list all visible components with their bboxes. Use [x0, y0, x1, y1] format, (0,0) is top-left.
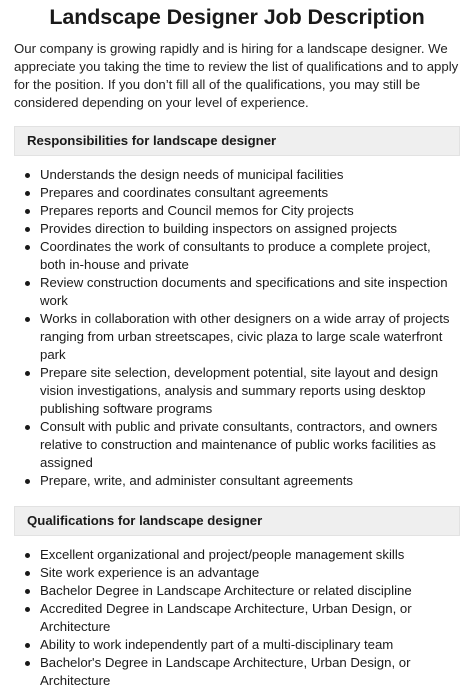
list-item-text: Prepares reports and Council memos for City projects — [40, 203, 354, 218]
list-item — [14, 418, 460, 472]
list-item — [14, 546, 460, 564]
bullet-icon — [25, 317, 30, 322]
list-item — [14, 364, 460, 418]
list-item-text: Bachelor's Degree in Landscape Architecture, Urban Design, or Architecture — [40, 655, 411, 688]
list-item-text: Accredited Degree in Landscape Architecture, Urban Design, or Architecture — [40, 601, 412, 634]
bullet-icon — [25, 571, 30, 576]
list-item-text: Consult with public and private consultants, contractors, and owners relative to construction and maintenance of public works facilities as assigned — [40, 419, 438, 470]
list-item-text: Site work experience is an advantage — [40, 565, 260, 580]
list-item-text: Review construction documents and specifications and site inspection work — [40, 275, 448, 308]
list-item-text: Bachelor Degree in Landscape Architecture or related discipline — [40, 583, 412, 598]
page-title: Landscape Designer Job Description — [49, 5, 425, 29]
intro-paragraph: Our company is growing rapidly and is hiring for a landscape designer. We appreciate you taking the time to review the list of qualifications and to apply for the position. If you don’t fill all of the qualifications, you may still be considered depending on your level of experience. — [14, 41, 459, 110]
list-item-text: Works in collaboration with other designers on a wide array of projects ranging from urban streetscapes, civic plaza to large scale waterfront park — [40, 311, 450, 362]
qualifications-heading: Qualifications for landscape designer — [14, 506, 460, 536]
list-item-text: Understands the design needs of municipal facilities — [40, 167, 344, 182]
list-item-text: Prepare site selection, development potential, site layout and design vision investigations, analysis and summary reports using desktop publishing software programs — [40, 365, 439, 416]
list-item — [14, 654, 460, 690]
bullet-icon — [25, 191, 30, 196]
bullet-icon — [25, 589, 30, 594]
bullet-icon — [25, 553, 30, 558]
list-item-text: Coordinates the work of consultants to produce a complete project, both in-house and private — [40, 239, 431, 272]
list-item — [14, 582, 460, 600]
bullet-icon — [25, 227, 30, 232]
list-item — [14, 238, 460, 274]
list-item — [14, 274, 460, 310]
list-item — [14, 600, 460, 636]
list-item — [14, 564, 460, 582]
list-item-text: Provides direction to building inspectors on assigned projects — [40, 221, 397, 236]
bullet-icon — [25, 173, 30, 178]
list-item — [14, 310, 460, 364]
responsibilities-heading: Responsibilities for landscape designer — [14, 126, 460, 156]
bullet-icon — [25, 245, 30, 250]
list-item-text: Prepare, write, and administer consultant agreements — [40, 473, 353, 488]
list-item — [14, 166, 460, 184]
bullet-icon — [25, 607, 30, 612]
list-item — [14, 636, 460, 654]
list-item-text: Prepares and coordinates consultant agreements — [40, 185, 329, 200]
list-item-text: Excellent organizational and project/people management skills — [40, 547, 405, 562]
qualifications-list — [14, 546, 460, 690]
responsibilities-list — [14, 166, 460, 490]
list-item — [14, 184, 460, 202]
list-item — [14, 472, 460, 490]
list-item — [14, 220, 460, 238]
bullet-icon — [25, 209, 30, 214]
bullet-icon — [25, 281, 30, 286]
list-item-text: Ability to work independently part of a multi-disciplinary team — [40, 637, 394, 652]
bullet-icon — [25, 371, 30, 376]
list-item — [14, 202, 460, 220]
bullet-icon — [25, 661, 30, 666]
bullet-icon — [25, 425, 30, 430]
bullet-icon — [25, 479, 30, 484]
bullet-icon — [25, 643, 30, 648]
